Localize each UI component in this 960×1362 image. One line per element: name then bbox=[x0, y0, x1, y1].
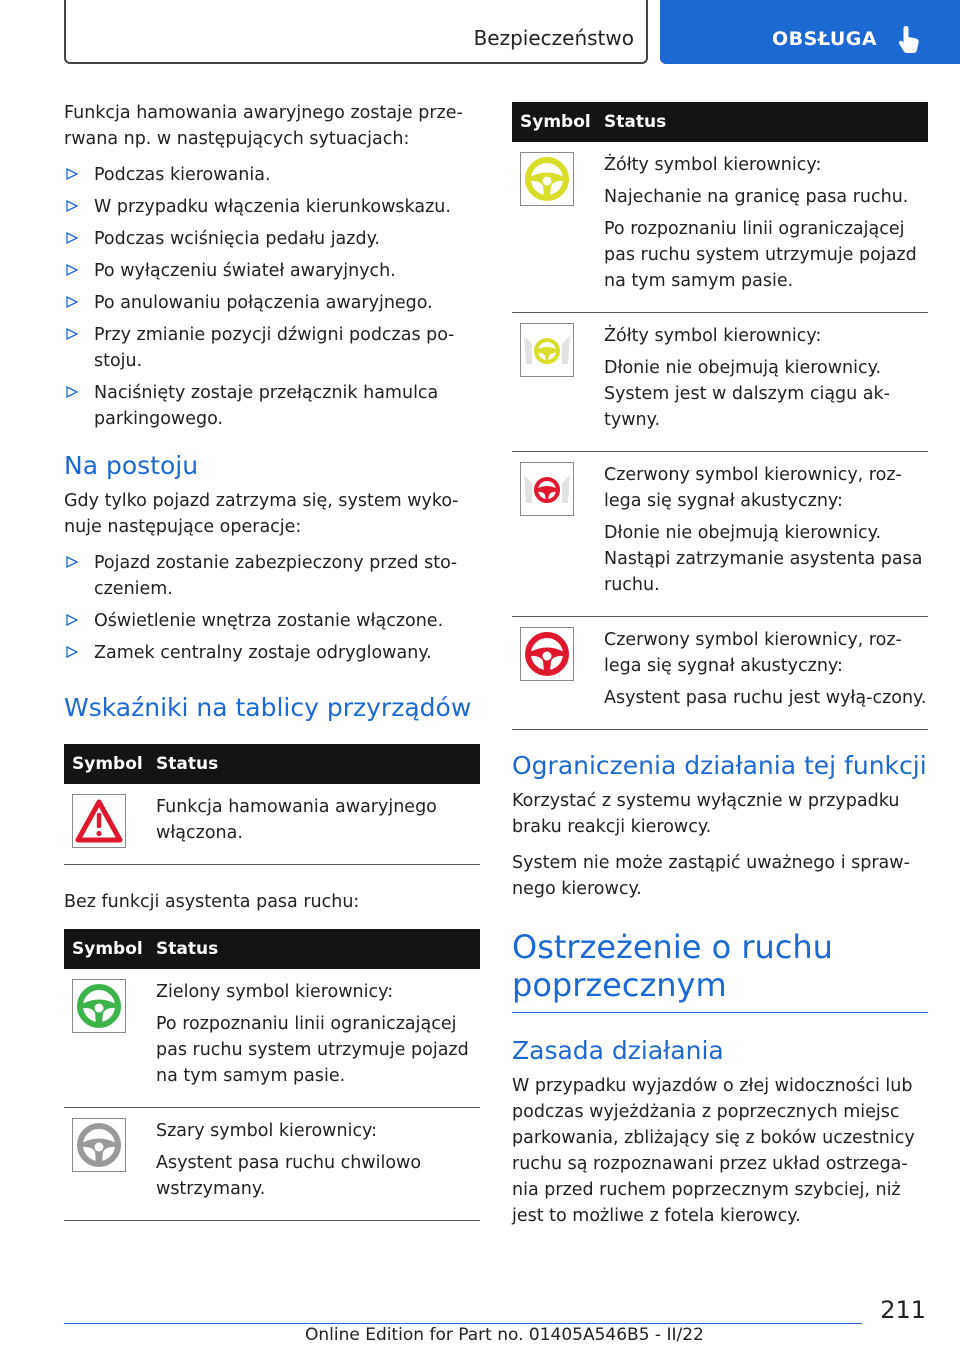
list-item-text: Podczas kierowania. bbox=[94, 165, 271, 185]
column-header-symbol: Symbol bbox=[64, 929, 156, 969]
list-item-text: Naciśnięty zostaje przełącznik hamulca parkingowego. bbox=[94, 383, 439, 429]
status-cell bbox=[156, 969, 480, 1108]
indicators-heading: Wskaźniki na tablicy przyrządów bbox=[64, 693, 472, 722]
standstill-intro: Gdy tylko pojazd zatrzyma się, system wyko‐nuje następujące operacje: bbox=[64, 491, 459, 537]
standstill-list bbox=[64, 550, 480, 666]
status-line: Najechanie na granicę pasa ruchu. bbox=[604, 187, 909, 207]
list-item bbox=[64, 194, 480, 220]
table-row bbox=[512, 142, 928, 313]
status-line: Żółty symbol kierownicy: bbox=[604, 155, 822, 175]
list-item bbox=[64, 258, 480, 284]
list-item-text: Zamek centralny zostaje odryglowany. bbox=[94, 643, 432, 663]
triangle-bullet-icon bbox=[66, 328, 78, 340]
triangle-bullet-icon bbox=[66, 386, 78, 398]
warning-triangle-icon bbox=[72, 794, 126, 848]
triangle-bullet-icon bbox=[66, 614, 78, 626]
table-row bbox=[64, 1108, 480, 1221]
list-item-text: Podczas wciśnięcia pedału jazdy. bbox=[94, 229, 380, 249]
green-steering-wheel-icon bbox=[72, 979, 126, 1033]
emergency-interrupt-intro: Funkcja hamowania awaryjnego zostaje prze‐rwana np. w następujących sytuacjach: bbox=[64, 103, 463, 149]
triangle-bullet-icon bbox=[66, 646, 78, 658]
cross-traffic-heading: Ostrzeżenie o ruchu poprzecznym bbox=[512, 928, 928, 1013]
column-header-symbol: Symbol bbox=[64, 744, 156, 784]
yellow-steering-wheel-icon bbox=[520, 152, 574, 206]
symbol-cell bbox=[64, 784, 156, 865]
list-item bbox=[64, 380, 480, 432]
list-item bbox=[64, 290, 480, 316]
left-column bbox=[64, 100, 480, 1221]
list-item bbox=[64, 640, 480, 666]
list-item-text: Po anulowaniu połączenia awaryjnego. bbox=[94, 293, 433, 313]
symbol-cell bbox=[64, 969, 156, 1108]
status-line: Asystent pasa ruchu chwilowo wstrzymany. bbox=[156, 1153, 422, 1199]
table-row bbox=[512, 617, 928, 730]
symbol-cell bbox=[512, 617, 604, 730]
status-line: Żółty symbol kierownicy: bbox=[604, 326, 822, 346]
table-header-row bbox=[64, 929, 480, 969]
list-item-text: Pojazd zostanie zabezpieczony przed sto‐czeniem. bbox=[94, 553, 458, 599]
table-header-row bbox=[512, 102, 928, 142]
table-row bbox=[512, 313, 928, 452]
list-item bbox=[64, 550, 480, 602]
page-number: 211 bbox=[880, 1296, 926, 1324]
status-cell bbox=[156, 784, 480, 865]
lane-assist-status-table bbox=[512, 102, 928, 730]
column-header-status: Status bbox=[604, 102, 928, 142]
list-item bbox=[64, 162, 480, 188]
status-line: Czerwony symbol kierownicy, roz‐lega się sygnał akustyczny: bbox=[604, 630, 902, 676]
status-cell bbox=[604, 142, 928, 313]
status-line: Asystent pasa ruchu jest wyłą‐czony. bbox=[604, 688, 927, 708]
status-line: Po rozpoznaniu linii ograniczającej pas ruchu system utrzymuje pojazd na tym samym pasie. bbox=[156, 1014, 469, 1086]
without-lane-assist-text: Bez funkcji asystenta pasa ruchu: bbox=[64, 892, 360, 912]
symbol-cell bbox=[512, 313, 604, 452]
table-row bbox=[64, 784, 480, 865]
principle-text: W przypadku wyjazdów o złej widoczności lub podczas wyjeżdżania z poprzecznych miejsc parkowania, zbliżający się z boków uczestnicy ruchu są rozpoznawani przez układ ostrzega‐nia przed ruchem poprzecznym szybciej, niż jest to możliwe z fotela kierowcy. bbox=[512, 1076, 915, 1226]
section-title: Bezpieczeństwo bbox=[473, 26, 634, 50]
list-item-text: W przypadku włączenia kierunkowskazu. bbox=[94, 197, 451, 217]
header-chapter-tab bbox=[660, 0, 960, 64]
list-item bbox=[64, 608, 480, 634]
symbol-cell bbox=[512, 142, 604, 313]
table-row bbox=[512, 452, 928, 617]
status-line: Po rozpoznaniu linii ograniczającej pas ruchu system utrzymuje pojazd na tym samym pasie. bbox=[604, 219, 917, 291]
symbol-cell bbox=[512, 452, 604, 617]
limits-heading: Ograniczenia działania tej funkcji bbox=[512, 751, 927, 780]
status-line: Czerwony symbol kierownicy, roz‐lega się sygnał akustyczny: bbox=[604, 465, 902, 511]
status-cell bbox=[604, 452, 928, 617]
column-header-status: Status bbox=[156, 929, 480, 969]
list-item-text: Po wyłączeniu świateł awaryjnych. bbox=[94, 261, 396, 281]
triangle-bullet-icon bbox=[66, 296, 78, 308]
red-hands-off-wheel-icon bbox=[520, 462, 574, 516]
column-header-status: Status bbox=[156, 744, 480, 784]
status-line: Zielony symbol kierownicy: bbox=[156, 982, 394, 1002]
chapter-title: OBSŁUGA bbox=[772, 28, 878, 50]
status-line: Dłonie nie obejmują kierownicy. Nastąpi zatrzymanie asystenta pasa ruchu. bbox=[604, 523, 923, 595]
table-row bbox=[64, 969, 480, 1108]
list-item bbox=[64, 226, 480, 252]
gray-steering-wheel-icon bbox=[72, 1118, 126, 1172]
standstill-heading: Na postoju bbox=[64, 451, 199, 480]
triangle-bullet-icon bbox=[66, 232, 78, 244]
list-item bbox=[64, 322, 480, 374]
table-header-row bbox=[64, 744, 480, 784]
limits-paragraph-1: Korzystać z systemu wyłącznie w przypadku braku reakcji kierowcy. bbox=[512, 791, 900, 837]
edition-text: Online Edition for Part no. 01405A546B5 - II/22 bbox=[305, 1325, 704, 1345]
triangle-bullet-icon bbox=[66, 200, 78, 212]
triangle-bullet-icon bbox=[66, 168, 78, 180]
status-cell bbox=[604, 617, 928, 730]
symbol-cell bbox=[64, 1108, 156, 1221]
status-cell bbox=[156, 1108, 480, 1221]
status-line: Funkcja hamowania awaryjnego włączona. bbox=[156, 797, 437, 843]
red-steering-wheel-icon bbox=[520, 627, 574, 681]
list-item-text: Oświetlenie wnętrza zostanie włączone. bbox=[94, 611, 444, 631]
column-header-symbol: Symbol bbox=[512, 102, 604, 142]
status-line: Szary symbol kierownicy: bbox=[156, 1121, 378, 1141]
triangle-bullet-icon bbox=[66, 264, 78, 276]
footer-divider bbox=[64, 1323, 862, 1324]
yellow-hands-off-wheel-icon bbox=[520, 323, 574, 377]
limits-paragraph-2: System nie może zastąpić uważnego i spraw‐nego kierowcy. bbox=[512, 853, 910, 899]
status-cell bbox=[604, 313, 928, 452]
lane-assist-symbol-table bbox=[64, 929, 480, 1221]
status-line: Dłonie nie obejmują kierownicy. System jest w dalszym ciągu ak‐tywny. bbox=[604, 358, 890, 430]
interrupt-list bbox=[64, 162, 480, 432]
principle-heading: Zasada działania bbox=[512, 1036, 724, 1065]
pointing-hand-icon bbox=[896, 24, 924, 54]
header-section-tab bbox=[64, 0, 648, 64]
right-column bbox=[512, 102, 928, 1239]
list-item-text: Przy zmianie pozycji dźwigni podczas po‐stoju. bbox=[94, 325, 455, 371]
emergency-symbol-table bbox=[64, 744, 480, 865]
triangle-bullet-icon bbox=[66, 556, 78, 568]
